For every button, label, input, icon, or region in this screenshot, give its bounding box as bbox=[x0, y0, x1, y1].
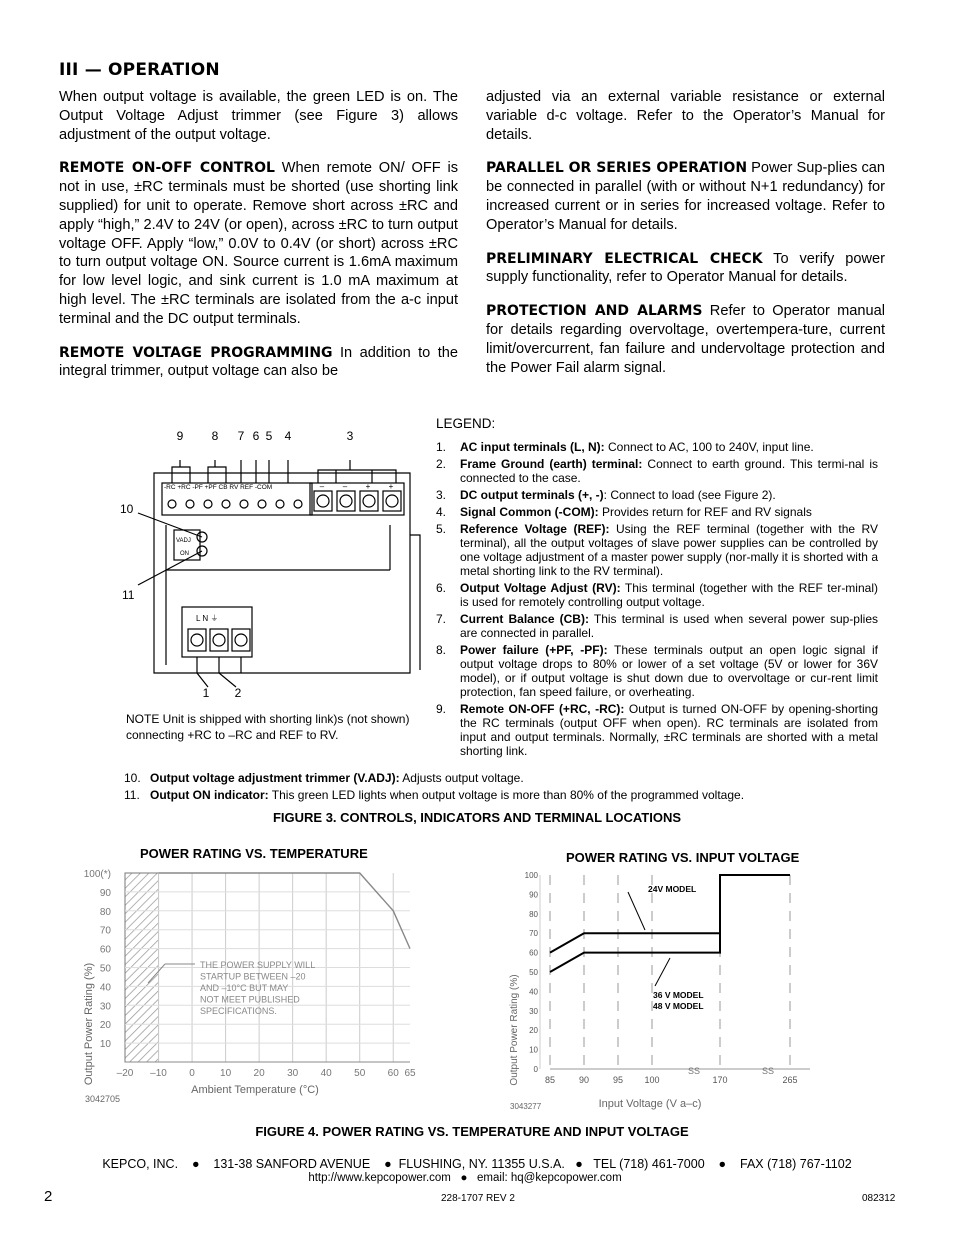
y-tick-label: 30 bbox=[99, 1001, 111, 1013]
chart-volt-ylabel: Output Power Rating (%) bbox=[509, 974, 520, 1086]
legend-item-number: 7. bbox=[436, 612, 447, 626]
x-tick-label: 10 bbox=[220, 1068, 232, 1079]
y-tick-label: 90 bbox=[529, 890, 538, 900]
legend-wide-items bbox=[124, 770, 924, 804]
output-label-2: – bbox=[342, 482, 348, 491]
legend-item-label: Output Voltage Adjust (RV): bbox=[460, 581, 621, 595]
output-label-1: – bbox=[319, 482, 325, 491]
callout-11: 11 bbox=[122, 588, 135, 602]
output-label-3: + bbox=[365, 482, 371, 491]
chart-temp-title: POWER RATING VS. TEMPERATURE bbox=[140, 846, 368, 861]
legend-item-label: Output ON indicator: bbox=[150, 788, 269, 802]
legend-item-label: Remote ON-OFF (+RC, -RC): bbox=[460, 702, 625, 716]
x-tick-label: 60 bbox=[387, 1068, 399, 1079]
x-tick-label: 170 bbox=[712, 1075, 728, 1085]
y-tick-label: 100(*) bbox=[83, 869, 111, 880]
footer-city: FLUSHING, NY. 11355 U.S.A. bbox=[398, 1157, 565, 1171]
y-tick-label: 70 bbox=[529, 929, 538, 939]
footer-web[interactable]: http://www.kepcopower.com bbox=[308, 1172, 451, 1184]
callout-2: 2 bbox=[234, 686, 242, 700]
legend-item-desc: Connect to AC, 100 to 240V, input line. bbox=[604, 440, 814, 454]
x-tick-label: 65 bbox=[404, 1068, 416, 1079]
legend-item-label: Output voltage adjustment trimmer (V.ADJ): bbox=[150, 771, 400, 785]
legend-item-number: 11. bbox=[124, 788, 140, 802]
y-tick-label: 40 bbox=[99, 982, 111, 994]
doc-number: 228-1707 REV 2 bbox=[441, 1193, 515, 1204]
y-tick-label: 80 bbox=[529, 909, 538, 919]
callout-1: 1 bbox=[202, 686, 210, 700]
legend-item-text bbox=[460, 581, 878, 609]
x-tick-label: 30 bbox=[287, 1068, 299, 1079]
left-column bbox=[59, 88, 458, 396]
legend-item-desc: This terminal (together with the REF ter-minal) is used for remotely controlling output voltage. bbox=[460, 581, 878, 609]
legend-item-desc: These terminals output an open logic signal if output voltage drops to 80% or lower of a set voltage (5V or lower for 36V model), or if output voltage is shut down due to overvoltage or cur-rent limit protection, fan speed failure, or overheating. bbox=[460, 643, 878, 699]
remote-voltage-text: In addition to the integral trimmer, output voltage can also be bbox=[59, 344, 458, 380]
footer-email[interactable]: email: hq@kepcopower.com bbox=[477, 1172, 622, 1184]
callout-7: 7 bbox=[237, 429, 245, 443]
callout-6: 6 bbox=[252, 429, 260, 443]
intro-paragraph: When output voltage is available, the green LED is on. The Output Voltage Adjust trimmer (see Figure 3) allows adjustment of the output voltage. bbox=[59, 89, 458, 143]
footer-company: KEPCO, INC. bbox=[102, 1157, 179, 1171]
legend-item-number: 6. bbox=[436, 581, 447, 595]
legend-item-desc: Output is turned ON-OFF by opening-shorting the RC terminals (output OFF when open). RC terminals are isolated from input and output terminals. Normally, ±RC terminals are shorted with a metal shorting link. bbox=[460, 702, 878, 758]
legend-item bbox=[124, 787, 924, 804]
legend-item-text bbox=[460, 643, 878, 699]
legend-item-desc: : Connect to load (see Figure 2). bbox=[603, 488, 776, 502]
legend-item bbox=[436, 612, 878, 640]
annotation-line: SPECIFICATIONS. bbox=[200, 1006, 277, 1016]
doc-date: 082312 bbox=[862, 1193, 896, 1204]
callout-4: 4 bbox=[284, 429, 292, 443]
legend-item bbox=[436, 522, 878, 578]
y-tick-label: 20 bbox=[529, 1026, 538, 1036]
legend-item-label: Signal Common (-COM): bbox=[460, 505, 599, 519]
legend-item-desc: Using the REF terminal (together with the RV terminal), all the output voltages of slave power supplies can be controlled by one voltage adjustment of a master power supply (nor-mally it is shorted with a metal shorting link to the RV terminal). bbox=[460, 522, 878, 578]
axis-break-mark: SS bbox=[688, 1066, 701, 1076]
vadj-label: VADJ bbox=[176, 538, 191, 544]
legend-item-desc: Adjusts output voltage. bbox=[399, 771, 524, 785]
remote-voltage-paragraph bbox=[59, 344, 458, 382]
y-tick-label: 80 bbox=[99, 906, 111, 918]
terminal-diagram bbox=[110, 425, 430, 710]
footer-fax: FAX (718) 767-1102 bbox=[740, 1157, 852, 1171]
legend-item-text bbox=[460, 457, 878, 485]
signal-terminal-labels: -RC +RC -PF +PF CB RV REF -COM bbox=[164, 484, 273, 491]
legend-item-text bbox=[460, 505, 878, 519]
legend-item-label: DC output terminals (+, -) bbox=[460, 488, 604, 502]
label-48v-model: 48 V MODEL bbox=[653, 1001, 704, 1011]
x-tick-label: 20 bbox=[253, 1068, 265, 1079]
legend-item bbox=[436, 488, 878, 502]
parallel-heading: PARALLEL OR SERIES OPERATION bbox=[486, 160, 748, 177]
legend-item-desc: This terminal is used when several power sup-plies are connected in parallel. bbox=[460, 612, 878, 640]
legend-item bbox=[436, 702, 878, 758]
legend-item-label: Reference Voltage (REF): bbox=[460, 522, 610, 536]
y-tick-label: 40 bbox=[529, 987, 538, 997]
remote-onoff-paragraph bbox=[59, 159, 458, 328]
legend-item bbox=[436, 457, 878, 485]
x-tick-label: 85 bbox=[544, 1075, 556, 1085]
chart-temp-ylabel: Output Power Rating (%) bbox=[83, 962, 95, 1086]
callout-8: 8 bbox=[211, 429, 219, 443]
callout-9: 9 bbox=[176, 429, 184, 443]
prelim-text: To verify power supply functionality, refer to Operator Manual for details. bbox=[486, 250, 885, 286]
prelim-heading: PRELIMINARY ELECTRICAL CHECK bbox=[486, 250, 763, 267]
legend-item-text bbox=[460, 522, 878, 578]
callout-10: 10 bbox=[120, 502, 134, 516]
page-number: 2 bbox=[44, 1188, 53, 1205]
y-tick-label: 90 bbox=[99, 887, 111, 899]
legend-item bbox=[436, 581, 878, 609]
y-tick-label: 20 bbox=[99, 1020, 111, 1032]
chart-volt-code: 3043277 bbox=[510, 1102, 542, 1111]
remote-onoff-heading: REMOTE ON-OFF CONTROL bbox=[59, 160, 275, 177]
chart-volt-xlabel: Input Voltage (V a–c) bbox=[598, 1098, 702, 1110]
annotation-line: NOT MEET PUBLISHED bbox=[200, 994, 300, 1005]
label-24v-model: 24V MODEL bbox=[648, 884, 697, 894]
legend-item bbox=[436, 505, 878, 519]
x-tick-label: 50 bbox=[354, 1068, 366, 1079]
chart-temp bbox=[70, 858, 440, 1108]
legend-item-number: 4. bbox=[436, 505, 447, 519]
on-label: ON bbox=[180, 551, 189, 557]
y-tick-label: 70 bbox=[99, 925, 111, 937]
legend bbox=[436, 417, 878, 761]
x-tick-label: 100 bbox=[644, 1075, 660, 1085]
output-terminal-screws bbox=[314, 491, 401, 511]
figure3-caption: FIGURE 3. CONTROLS, INDICATORS AND TERMINAL LOCATIONS bbox=[272, 810, 682, 825]
callout-3: 3 bbox=[346, 429, 354, 443]
y-tick-label: 60 bbox=[529, 948, 538, 958]
chart-temp-code: 3042705 bbox=[85, 1094, 121, 1104]
legend-item-desc: Connect to earth ground. This termi-nal is connected to the case. bbox=[460, 457, 879, 485]
legend-item-label: Frame Ground (earth) terminal: bbox=[460, 457, 643, 471]
legend-item-number: 8. bbox=[436, 643, 447, 657]
callout-5: 5 bbox=[265, 429, 273, 443]
diagram-note: NOTE Unit is shipped with shorting link)s (not shown) connecting +RC to –RC and REF to RV. bbox=[126, 712, 410, 742]
x-tick-label: 265 bbox=[782, 1075, 798, 1085]
section-title: III — OPERATION bbox=[59, 60, 220, 80]
legend-item-text bbox=[460, 702, 878, 758]
footer-tel: TEL (718) 461-7000 bbox=[593, 1157, 705, 1171]
case-edge bbox=[410, 535, 420, 670]
y-tick-label: 50 bbox=[99, 963, 111, 975]
legend-item-label: Current Balance (CB): bbox=[460, 612, 589, 626]
legend-title: LEGEND: bbox=[436, 416, 496, 431]
annotation-line: THE POWER SUPPLY WILL bbox=[200, 960, 316, 970]
legend-item bbox=[436, 643, 878, 699]
protection-heading: PROTECTION AND ALARMS bbox=[486, 303, 703, 320]
right-column bbox=[486, 88, 885, 392]
parallel-text: Power Sup-plies can be connected in parallel (with or without N+1 redundancy) for increased current or in series for increased voltage. Refer to Operator’s Manual for details. bbox=[486, 160, 885, 233]
legend-item-text bbox=[460, 612, 878, 640]
x-tick-label: –10 bbox=[150, 1068, 167, 1079]
legend-item-text bbox=[460, 440, 878, 454]
leader-36v bbox=[655, 958, 670, 986]
y-tick-label: 30 bbox=[529, 1006, 538, 1016]
leader-24v bbox=[628, 892, 645, 930]
signal-terminal-screws bbox=[168, 500, 302, 508]
protection-text: Refer to Operator manual for details regarding overvoltage, overtempera-ture, current limit/overcurrent, fan failure and undervoltage protection and the Power Fail alarm signal. bbox=[486, 303, 885, 376]
x-tick-label: 90 bbox=[578, 1075, 590, 1085]
remote-onoff-text: When remote ON/ OFF is not in use, ±RC terminals must be shorted (use shorting link supplied) for unit to operate. Remove short across ±RC and apply “high,” 2.4V to 24V (or open), across ±RC to turn output voltage OFF. Apply “low,” 0.0V to 0.4V (or short) across ±RC to turn output voltage ON. Source current is 1.6mA maximum for low level logic, and sink current is 1.0 mA maximum at high level. The ±RC terminals are isolated from the a-c input terminal and the DC output terminals. bbox=[59, 160, 458, 327]
parallel-paragraph bbox=[486, 159, 885, 234]
continued-paragraph: adjusted via an external variable resistance or external variable d-c voltage. Refer to the Operator’s Manual for details. bbox=[486, 89, 885, 143]
figure4-caption: FIGURE 4. POWER RATING VS. TEMPERATURE AND INPUT VOLTAGE bbox=[255, 1124, 689, 1139]
legend-item-number: 1. bbox=[436, 440, 447, 454]
legend-item-number: 10. bbox=[124, 771, 141, 785]
y-tick-label: 50 bbox=[529, 968, 538, 977]
y-tick-label: 0 bbox=[533, 1065, 538, 1074]
ac-labels: L N ⏚ bbox=[196, 614, 219, 623]
legend-item-desc: This green LED lights when output voltage is more than 80% of the programmed voltage. bbox=[268, 788, 745, 802]
y-tick-label: 60 bbox=[99, 944, 111, 956]
y-tick-label: 10 bbox=[529, 1045, 538, 1055]
legend-item-number: 3. bbox=[436, 488, 447, 502]
x-tick-label: 0 bbox=[189, 1068, 195, 1079]
x-tick-label: –20 bbox=[116, 1068, 134, 1079]
chart-temp-xlabel: Ambient Temperature (°C) bbox=[191, 1084, 319, 1096]
legend-item bbox=[436, 440, 878, 454]
legend-item-label: Power failure (+PF, -PF): bbox=[460, 643, 608, 657]
footer-address: 131-38 SANFORD AVENUE bbox=[213, 1157, 371, 1171]
chart-volt-title: POWER RATING VS. INPUT VOLTAGE bbox=[566, 850, 800, 865]
x-tick-label: 95 bbox=[612, 1075, 624, 1085]
legend-item-text bbox=[460, 488, 878, 502]
legend-item-number: 9. bbox=[436, 702, 447, 716]
axis-break-mark: SS bbox=[762, 1066, 775, 1076]
y-tick-label: 100 bbox=[524, 871, 538, 880]
legend-item bbox=[124, 770, 924, 787]
legend-item-label: AC input terminals (L, N): bbox=[460, 440, 605, 454]
prelim-paragraph bbox=[486, 250, 885, 288]
annotation-line: AND –10°C BUT MAY bbox=[200, 983, 289, 993]
legend-item-number: 5. bbox=[436, 522, 447, 536]
protection-paragraph bbox=[486, 302, 885, 377]
legend-item-desc: Provides return for REF and RV signals bbox=[598, 505, 812, 519]
footer-web-line: http://www.kepcopower.com ● email: hq@kepcopower.com bbox=[308, 1172, 622, 1184]
chart-volt bbox=[500, 860, 820, 1115]
footer-address-line: KEPCO, INC. ● 131-38 SANFORD AVENUE ● FLUSHING, NY. 11355 U.S.A. ● TEL (718) 461-7000 ● FAX (718) 767-1102 bbox=[102, 1157, 852, 1171]
label-36v-model: 36 V MODEL bbox=[653, 990, 704, 1000]
output-label-4: + bbox=[388, 482, 394, 491]
y-tick-label: 10 bbox=[99, 1039, 111, 1051]
annotation-line: STARTUP BETWEEN –20 bbox=[200, 971, 306, 982]
remote-voltage-heading: REMOTE VOLTAGE PROGRAMMING bbox=[59, 344, 333, 361]
legend-item-number: 2. bbox=[436, 457, 447, 471]
x-tick-label: 40 bbox=[320, 1068, 332, 1079]
